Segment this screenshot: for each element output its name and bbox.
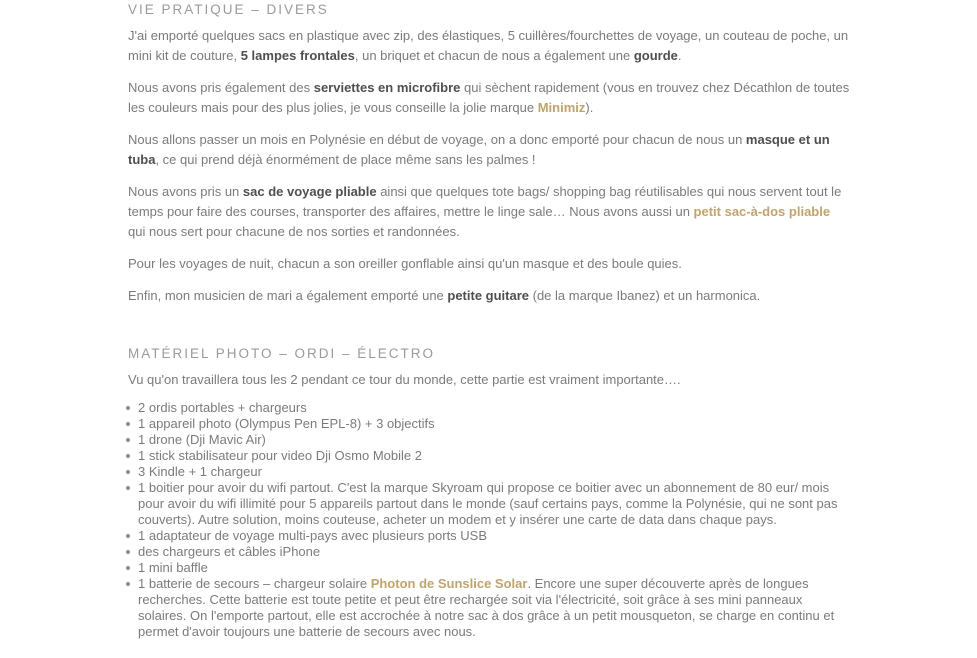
bold-text: serviettes en microfibre bbox=[313, 80, 461, 95]
body-paragraph bbox=[128, 78, 850, 118]
bold-text: gourde bbox=[633, 48, 678, 63]
text-run: . bbox=[677, 48, 682, 63]
text-run: ). bbox=[585, 100, 594, 115]
gear-list-item bbox=[126, 528, 850, 544]
gear-list-item bbox=[126, 576, 850, 640]
text-run: Nous avons pris un bbox=[128, 184, 243, 199]
text-run: . Encore une super découverte après de longues recherches. Cette batterie est toute petite et peut être rechargée soit via l'électricité, soit grâce à ses mini panneaux solaires. On l'emporte partout, elle est accrochée à notre sac à dos grâce à un petit mousqueton, se charge en continu et permet d'avoir toujours une batterie de secours avec nous. bbox=[138, 576, 835, 639]
gear-list-item bbox=[126, 432, 850, 448]
section-heading: VIE PRATIQUE – DIVERS bbox=[128, 2, 329, 17]
content-section bbox=[128, 346, 850, 640]
body-paragraph bbox=[128, 130, 850, 170]
text-run: ainsi que quelques tote bags/ shopping bag réutilisables qui nous servent tout le temps pour faire des courses, transporter des affaires, mettre le linge sale… Nous avons aussi un bbox=[128, 184, 842, 219]
bold-text: sac de voyage pliable bbox=[242, 184, 377, 199]
text-run: 1 batterie de secours – chargeur solaire bbox=[138, 576, 371, 591]
gear-list-item bbox=[126, 400, 850, 416]
content-section bbox=[128, 2, 850, 306]
text-run: , un briquet et chacun de nous a également une bbox=[354, 48, 634, 63]
gear-list-item bbox=[126, 416, 850, 432]
body-paragraph bbox=[128, 254, 850, 274]
bold-text: 5 lampes frontales bbox=[240, 48, 355, 63]
text-run: Nous allons passer un mois en Polynésie en début de voyage, on a donc emporté pour chacun de nous un bbox=[128, 132, 746, 147]
text-run: Enfin, mon musicien de mari a également emporté une bbox=[128, 288, 448, 303]
gear-list-item bbox=[126, 480, 850, 528]
text-run: 1 adaptateur de voyage multi-pays avec plusieurs ports USB bbox=[138, 528, 488, 543]
text-run: (de la marque Ibanez) et un harmonica. bbox=[529, 288, 761, 303]
bold-text: masque et un tuba bbox=[128, 132, 830, 167]
minimiz-link[interactable]: Minimiz bbox=[537, 100, 586, 115]
text-run: Vu qu'on travaillera tous les 2 pendant ce tour du monde, cette partie est vraiment importante…. bbox=[128, 372, 681, 387]
bold-text: petite guitare bbox=[447, 288, 530, 303]
text-run: 1 boitier pour avoir du wifi partout. C'est la marque Skyroam qui propose ce boitier avec un abonnement de 80 eur/ mois pour avoir du wifi illimité pour 5 appareils partout dans le monde (sauf certains pays, comme la Polynésie, qui ne sont pas couverts). Autre solution, moins couteuse, acheter un modem et y insérer une carte de data dans chaque pays. bbox=[138, 480, 838, 527]
gear-list bbox=[128, 400, 850, 640]
text-run: , ce qui prend déjà énormément de place même sans les palmes ! bbox=[155, 152, 536, 167]
text-run: 1 stick stabilisateur pour video Dji Osmo Mobile 2 bbox=[138, 448, 422, 463]
text-run: Pour les voyages de nuit, chacun a son oreiller gonflable ainsi qu'un masque et des boule quies. bbox=[128, 256, 682, 271]
text-run: 1 appareil photo (Olympus Pen EPL-8) + 3 objectifs bbox=[138, 416, 435, 431]
body-paragraph bbox=[128, 182, 850, 242]
gear-list-item bbox=[126, 448, 850, 464]
photon-sunslice-solar-link[interactable]: Photon de Sunslice Solar bbox=[370, 576, 528, 591]
gear-list-item bbox=[126, 544, 850, 560]
gear-list-item bbox=[126, 560, 850, 576]
body-paragraph bbox=[128, 26, 850, 66]
text-run: 1 mini baffle bbox=[138, 560, 208, 575]
text-run: des chargeurs et câbles iPhone bbox=[138, 544, 321, 559]
article-content bbox=[128, 0, 850, 640]
gear-list-item bbox=[126, 464, 850, 480]
petit-sac-a-dos-pliable-link[interactable]: petit sac-à-dos pliable bbox=[693, 204, 831, 219]
text-run: Nous avons pris également des bbox=[128, 80, 314, 95]
text-run: qui sèchent rapidement (vous en trouvez chez Décathlon de toutes les couleurs mais pour des plus jolies, je vous conseille la jolie marque bbox=[128, 80, 850, 115]
text-run: 2 ordis portables + chargeurs bbox=[138, 400, 307, 415]
text-run: 1 drone (Dji Mavic Air) bbox=[138, 432, 266, 447]
body-paragraph bbox=[128, 370, 850, 390]
text-run: J'ai emporté quelques sacs en plastique avec zip, des élastiques, 5 cuillères/fourchettes de voyage, un couteau de poche, un mini kit de couture, bbox=[128, 28, 849, 63]
section-heading: MATÉRIEL PHOTO – ORDI – ÉLECTRO bbox=[128, 346, 436, 361]
text-run: qui nous sert pour chacune de nos sorties et randonnées. bbox=[128, 224, 460, 239]
text-run: 3 Kindle + 1 chargeur bbox=[138, 464, 262, 479]
body-paragraph bbox=[128, 286, 850, 306]
